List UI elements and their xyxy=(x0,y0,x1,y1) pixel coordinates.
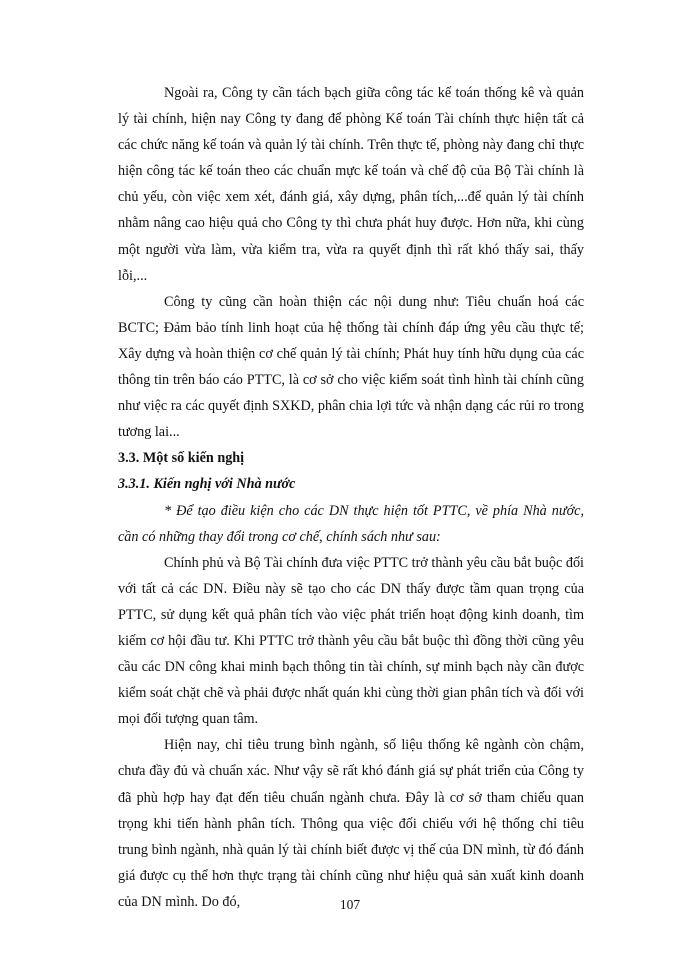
document-body xyxy=(118,80,584,915)
page-number: 107 xyxy=(339,897,361,912)
section-heading: 3.3. Một số kiến nghị xyxy=(118,450,245,467)
paragraph-industry-indicators: Hiện nay, chỉ tiêu trung bình ngành, số liệu thống kê ngành còn chậm, chưa đầy đủ và chuẩn xác. Như vậy sẽ rất khó đánh giá sự phát triển của Công ty đã phù hợp hay đạt đến tiêu chuẩn ngành chưa. Đây là cơ sở tham chiếu quan trọng khi tiến hành phân tích. Thông qua việc đối chiếu với hệ thống chỉ tiêu trung bình ngành, nhà quản lý tài chính biết được vị thế của DN mình, từ đó đánh giá được cụ thể hơn thực trạng tài chính cũng như hiệu quả sản xuất kinh doanh của DN mình. Do đó, xyxy=(118,737,584,910)
paragraph-state-intro: * Để tạo điều kiện cho các DN thực hiện tốt PTTC, về phía Nhà nước, cần có những thay đổi trong cơ chế, chính sách như sau: xyxy=(118,502,584,545)
paragraph-improvement-content: Công ty cũng cần hoàn thiện các nội dung như: Tiêu chuẩn hoá các BCTC; Đảm bảo tính linh hoạt của hệ thống tài chính đáp ứng yêu cầu thực tế; Xây dựng và hoàn thiện cơ chế quản lý tài chính; Phát huy tính hữu dụng của các thông tin trên báo cáo PTTC, là cơ sở cho việc kiểm soát tình hình tài chính cũng như việc ra các quyết định SXKD, phân chia lợi tức và nhận dạng các rủi ro trong tương lai... xyxy=(118,293,584,441)
paragraph-government-requirement: Chính phủ và Bộ Tài chính đưa việc PTTC trở thành yêu cầu bắt buộc đối với tất cả các DN. Điều này sẽ tạo cho các DN thấy được tầm quan trọng của PTTC, sử dụng kết quả phân tích vào việc phát triển hoạt động kinh doanh, tìm kiếm cơ hội đầu tư. Khi PTTC trở thành yêu cầu bắt buộc thì đồng thời cũng yêu cầu các DN công khai minh bạch thông tin tài chính, sự minh bạch này cần được kiểm soát chặt chẽ và phải được nhất quán khi cùng thời gian phân tích và đối với mọi đối tượng quan tâm. xyxy=(118,554,584,728)
paragraph-accounting-separation: Ngoài ra, Công ty cần tách bạch giữa công tác kế toán thống kê và quản lý tài chính, hiện nay Công ty đang để phòng Kế toán Tài chính thực hiện tất cả các chức năng kế toán và quản lý tài chính. Trên thực tế, phòng này đang chỉ thực hiện công tác kế toán theo các chuẩn mực kế toán và chế độ của Bộ Tài chính là chủ yếu, còn việc xem xét, đánh giá, xây dựng, phân tích,...để quản lý tài chính nhằm nâng cao hiệu quả cho Công ty thì chưa phát huy được. Hơn nữa, khi cùng một người vừa làm, vừa kiểm tra, vừa ra quyết định thì rất khó thấy sai, thấy lỗi,... xyxy=(118,85,584,284)
subsection-heading: 3.3.1. Kiến nghị với Nhà nước xyxy=(118,476,296,493)
